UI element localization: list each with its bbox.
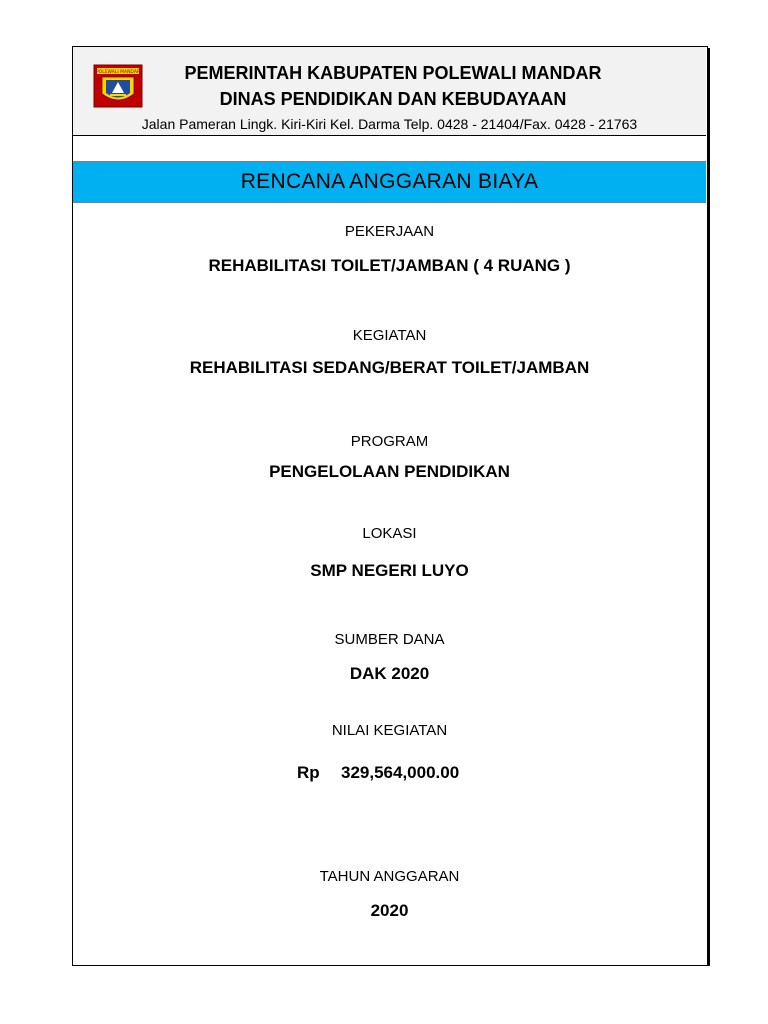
document-title: RENCANA ANGGARAN BIAYA [240,170,539,193]
pekerjaan-label: PEKERJAAN [344,223,435,240]
sumber-dana-value: DAK 2020 [349,664,430,683]
kegiatan-label: KEGIATAN [352,327,427,344]
lokasi-label: LOKASI [362,525,417,542]
office-address: Jalan Pameran Lingk. Kiri-Kiri Kel. Darma Telp. 0428 - 21404/Fax. 0428 - 21763 [141,116,638,132]
department-name: DINAS PENDIDIKAN DAN KEBUDAYAAN [219,89,567,109]
title-bar [73,161,706,203]
sumber-dana-label: SUMBER DANA [334,631,445,648]
frame-edge [708,48,710,966]
pekerjaan-value: REHABILITASI TOILET/JAMBAN ( 4 RUANG ) [208,256,571,275]
government-name: PEMERINTAH KABUPATEN POLEWALI MANDAR [184,63,602,83]
svg-text:POLEWALI MANDAR: POLEWALI MANDAR [95,70,141,75]
program-label: PROGRAM [350,433,429,450]
lokasi-value: SMP NEGERI LUYO [310,561,469,580]
program-value: PENGELOLAAN PENDIDIKAN [269,462,510,481]
kegiatan-value: REHABILITASI SEDANG/BERAT TOILET/JAMBAN [189,358,590,377]
regency-emblem-icon [93,64,143,108]
tahun-anggaran-value: 2020 [370,901,409,920]
nilai-kegiatan-label: NILAI KEGIATAN [331,722,448,739]
nilai-kegiatan-amount: 329,564,000.00 [341,763,460,782]
document-frame [72,46,708,966]
tahun-anggaran-label: TAHUN ANGGARAN [319,868,460,885]
letterhead [73,47,706,136]
currency-label: Rp [297,763,320,782]
